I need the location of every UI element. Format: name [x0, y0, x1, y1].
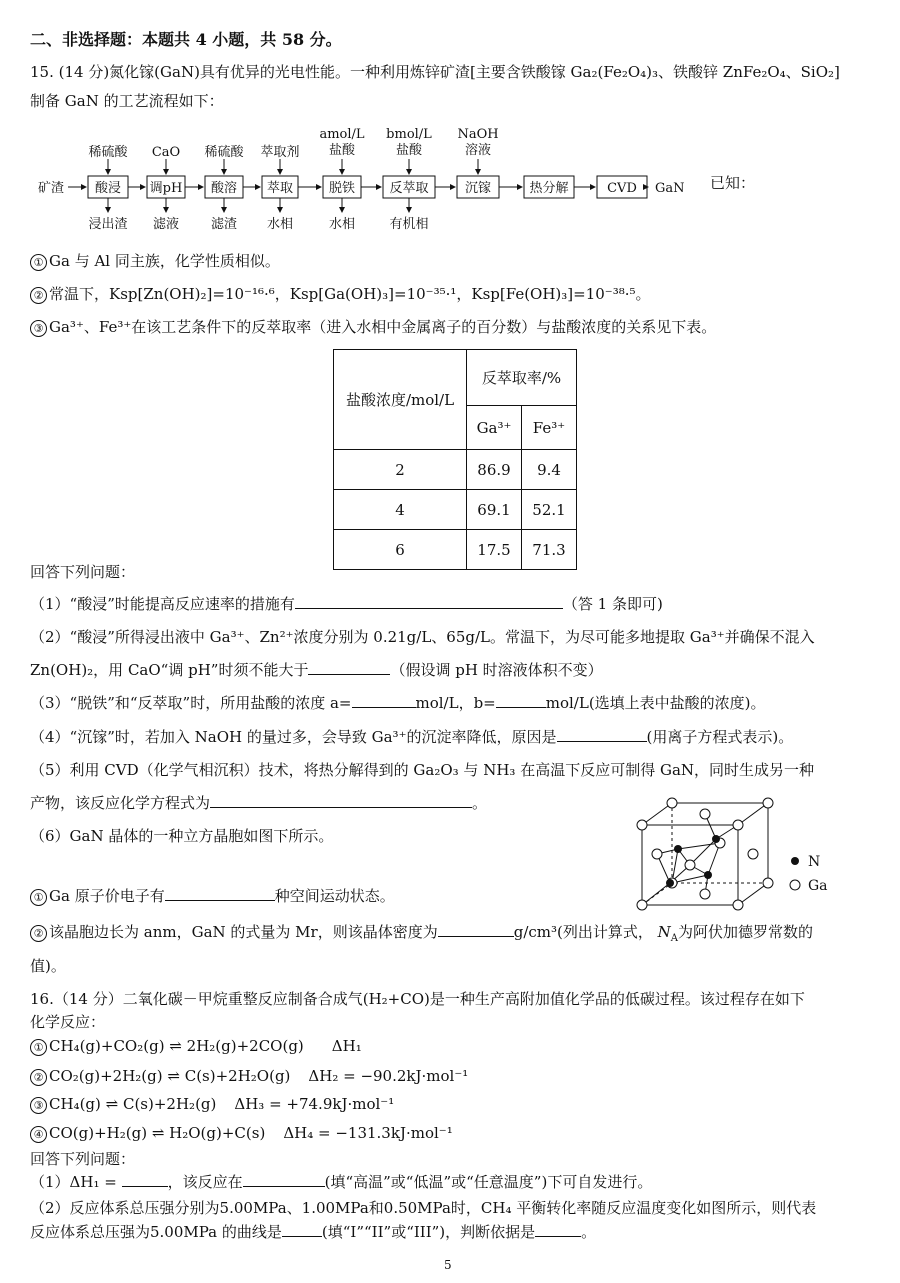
reaction-4	[30, 1123, 453, 1143]
answer-blank[interactable]	[438, 922, 514, 937]
extraction-table	[333, 349, 577, 570]
q15-part3-note: mol/L(选填上表中盐酸的浓度)。	[545, 694, 766, 712]
cell-edge	[738, 883, 768, 905]
flow-product-label: 有机相	[389, 217, 429, 232]
flow-step-label: 热分解	[529, 181, 569, 196]
flow-step-label: 酸溶	[210, 181, 238, 196]
table-cell: 71.3	[522, 530, 577, 570]
q15-part6-2-end: 为阿伏加德罗常数的	[678, 923, 814, 941]
flow-product-label: 水相	[328, 217, 356, 232]
flow-step-label: 脱铁	[328, 181, 356, 196]
flow-end-label: GaN	[655, 181, 685, 196]
q16-part1-mid: ，该反应在	[167, 1173, 243, 1191]
q15-part1-note: （答 1 条即可)	[562, 595, 663, 613]
known-fact-1: Ga 与 Al 同主族，化学性质相似。	[49, 252, 280, 270]
flow-reagent-label: amol/L	[319, 127, 365, 142]
q16-part2-text2: 反应体系总压强为5.00MPa 的曲线是	[30, 1223, 282, 1241]
reaction-3-enthalpy: ΔH₃ = +74.9kJ·mol⁻¹	[234, 1095, 395, 1113]
circle-num-3: ③	[30, 320, 47, 337]
flow-step-label: 酸浸	[94, 181, 122, 196]
flow-known-label: 已知：	[710, 174, 756, 192]
reaction-2-enthalpy: ΔH₂ = −90.2kJ·mol⁻¹	[308, 1067, 469, 1085]
q15-part3-text: （3）“脱铁”和“反萃取”时，所用盐酸的浓度 a=	[30, 694, 352, 712]
flow-reagent-label: CaO	[151, 145, 181, 160]
table-header-fe: Fe³⁺	[522, 406, 577, 450]
flow-step-label: 反萃取	[389, 181, 429, 196]
q16-part1	[30, 1172, 652, 1192]
ga-atom	[763, 798, 773, 808]
table-row	[334, 490, 577, 530]
ga-atom	[733, 900, 743, 910]
cell-bond	[678, 843, 720, 849]
table-row	[334, 450, 577, 490]
q16-part1-note: (填“高温”或“低温”或“任意温度”)下可自发进行。	[324, 1173, 653, 1191]
q16-part1-text: （1）ΔH₁ =	[30, 1173, 117, 1191]
reaction-3	[30, 1094, 394, 1114]
q15-part5-end: 。	[472, 794, 488, 812]
q15-part1	[30, 594, 663, 614]
flow-reagent-label: NaOH	[457, 127, 499, 142]
table-cell: 4	[334, 490, 467, 530]
reaction-1	[30, 1036, 362, 1056]
na-symbol: N	[657, 923, 671, 941]
flow-step-label: 沉镓	[464, 181, 492, 196]
flow-product-label: 滤渣	[210, 217, 238, 232]
q15-part6-2-cont: 值)。	[30, 957, 66, 975]
ga-atom	[700, 889, 710, 899]
circle-num-2: ②	[30, 287, 47, 304]
flow-reagent-label: 稀硫酸	[204, 145, 244, 160]
ga-atom	[763, 878, 773, 888]
n-atom	[666, 879, 674, 887]
page-number: 5	[444, 1258, 452, 1272]
q16-part2-mid: (填“I”“II”或“III”)，判断依据是	[321, 1223, 536, 1241]
n-atom	[704, 871, 712, 879]
ga-atom	[637, 820, 647, 830]
section-title: 二、非选择题：本题共 4 小题，共 58 分。	[30, 30, 342, 49]
answer-blank[interactable]	[122, 1172, 168, 1187]
ga-atom	[748, 849, 758, 859]
q15-part3	[30, 693, 766, 713]
ga-atom	[685, 860, 695, 870]
answer-blank[interactable]	[308, 660, 390, 675]
reaction-2-equation: CO₂(g)+2H₂(g) ⇌ C(s)+2H₂O(g)	[49, 1067, 291, 1085]
circle-num-2: ②	[30, 925, 47, 942]
process-flow-diagram	[0, 120, 900, 240]
legend-ga-label: Ga	[808, 878, 828, 894]
known-fact-2: 常温下，Ksp[Zn(OH)₂]=10⁻¹⁶·⁶，Ksp[Ga(OH)₃]=10⁻³⁵·¹，Ksp[Fe(OH)₃]=10⁻³⁸·⁵。	[49, 285, 651, 303]
flow-reagent-label: 萃取剂	[260, 145, 300, 160]
ga-atom	[700, 809, 710, 819]
q15-part5	[30, 793, 487, 813]
q15-part5-text2: 产物，该反应化学方程式为	[30, 794, 211, 812]
q15-part5-text1: （5）利用 CVD（化学气相沉积）技术，将热分解得到的 Ga₂O₃ 与 NH₃ 在高温下反应可制得 GaN，同时生成另一种	[30, 761, 815, 779]
answer-blank[interactable]	[210, 793, 472, 808]
q15-part3-text-b: mol/L，b=	[415, 694, 496, 712]
table-header-concentration: 盐酸浓度/mol/L	[334, 350, 467, 450]
q16-part2-text1: （2）反应体系总压强分别为5.00MPa、1.00MPa和0.50MPa时，CH₄ 平衡转化率随反应温度变化如图所示，则代表	[30, 1199, 817, 1217]
table-cell: 9.4	[522, 450, 577, 490]
answer-blank[interactable]	[352, 693, 416, 708]
flow-reagent-label: 盐酸	[395, 143, 423, 158]
flow-product-label: 水相	[266, 217, 294, 232]
table-cell: 52.1	[522, 490, 577, 530]
table-row	[334, 530, 577, 570]
circle-num-2: ②	[30, 1069, 47, 1086]
q15-part4-text: （4）“沉镓”时，若加入 NaOH 的量过多，会导致 Ga³⁺的沉淀率降低，原因是	[30, 728, 557, 746]
n-atom	[674, 845, 682, 853]
q15-part6-text: （6）GaN 晶体的一种立方晶胞如图下所示。	[30, 827, 334, 845]
q15-part2-note: （假设调 pH 时溶液体积不变）	[390, 661, 603, 679]
flow-start-label: 矿渣	[38, 181, 65, 196]
flow-reagent-label: 盐酸	[328, 143, 356, 158]
cell-bond	[690, 839, 716, 865]
table-cell: 86.9	[467, 450, 522, 490]
table-header-rate: 反萃取率/%	[467, 350, 577, 406]
q15-part4	[30, 727, 793, 747]
q15-part4-note: (用离子方程式表示)。	[646, 728, 794, 746]
circle-num-1: ①	[30, 1039, 47, 1056]
reaction-4-equation: CO(g)+H₂(g) ⇌ H₂O(g)+C(s)	[49, 1124, 266, 1142]
answer-blank[interactable]	[535, 1222, 581, 1237]
ga-atom	[652, 849, 662, 859]
answer-blank[interactable]	[243, 1172, 325, 1187]
na-subscript: A	[670, 933, 679, 944]
q15-intro-line2: 制备 GaN 的工艺流程如下：	[30, 92, 224, 110]
reaction-1-equation: CH₄(g)+CO₂(g) ⇌ 2H₂(g)+2CO(g)	[49, 1037, 304, 1055]
circle-num-1: ①	[30, 254, 47, 271]
flow-reagent-label: 稀硫酸	[88, 145, 128, 160]
q15-part6-2-mid: g/cm³(列出计算式，	[513, 923, 653, 941]
flow-product-label: 滤液	[152, 217, 180, 232]
legend-ga-dot	[790, 880, 800, 890]
answer-blank[interactable]	[282, 1222, 322, 1237]
legend-n-label: N	[808, 854, 821, 870]
q15-intro-line1: 15. (14 分)氮化镓(GaN)具有优异的光电性能。一种利用炼锌矿渣[主要含铁酸镓 Ga₂(Fe₂O₄)₃、铁酸锌 ZnFe₂O₄、SiO₂]	[30, 63, 840, 81]
q16-part2-end: 。	[581, 1223, 597, 1241]
table-header-ga: Ga³⁺	[467, 406, 522, 450]
ga-atom	[733, 820, 743, 830]
q15-part6-1	[30, 886, 395, 906]
flow-reagent-label: 溶液	[464, 143, 492, 158]
cell-edge	[642, 803, 672, 825]
q15-part6-2	[30, 922, 813, 949]
circle-num-3: ③	[30, 1097, 47, 1114]
reaction-3-equation: CH₄(g) ⇌ C(s)+2H₂(g)	[49, 1095, 217, 1113]
flow-product-label: 浸出渣	[88, 217, 128, 232]
q16-intro-line1: 16.（14 分）二氧化碳－甲烷重整反应制备合成气(H₂+CO)是一种生产高附加值化学品的低碳过程。该过程存在如下	[30, 990, 805, 1008]
gan-unit-cell-diagram	[630, 795, 870, 915]
n-atom	[712, 835, 720, 843]
flow-step-label: 萃取	[266, 181, 294, 196]
table-cell: 6	[334, 530, 467, 570]
q15-answer-intro: 回答下列问题：	[30, 563, 136, 581]
table-cell: 17.5	[467, 530, 522, 570]
q15-part2-text2: Zn(OH)₂，用 CaO“调 pH”时须不能大于	[30, 661, 309, 679]
q15-part6-2-text: 该晶胞边长为 anm，GaN 的式量为 Mr，则该晶体密度为	[49, 923, 438, 941]
q15-part6-1-text: Ga 原子价电子有	[49, 887, 165, 905]
cell-edge	[738, 803, 768, 825]
table-cell: 69.1	[467, 490, 522, 530]
q16-intro-line2: 化学反应：	[30, 1013, 106, 1031]
q15-part2	[30, 660, 603, 680]
reaction-4-enthalpy: ΔH₄ = −131.3kJ·mol⁻¹	[283, 1124, 453, 1142]
ga-atom	[637, 900, 647, 910]
known-fact-3: Ga³⁺、Fe³⁺在该工艺条件下的反萃取率（进入水相中金属离子的百分数）与盐酸浓度的关系见下表。	[49, 318, 717, 336]
circle-num-4: ④	[30, 1126, 47, 1143]
table-cell: 2	[334, 450, 467, 490]
answer-blank[interactable]	[295, 594, 563, 609]
answer-blank[interactable]	[165, 886, 275, 901]
q15-part2-text1: （2）“酸浸”所得浸出液中 Ga³⁺、Zn²⁺浓度分别为 0.21g/L、65g/L。常温下，为尽可能多地提取 Ga³⁺并确保不混入	[30, 628, 815, 646]
q16-part2	[30, 1222, 596, 1242]
flow-step-label: 调pH	[149, 181, 183, 196]
ga-atom	[667, 798, 677, 808]
answer-blank[interactable]	[496, 693, 546, 708]
circle-num-1: ①	[30, 889, 47, 906]
q15-part6-1-end: 种空间运动状态。	[274, 887, 395, 905]
legend-n-dot	[791, 857, 799, 865]
answer-blank[interactable]	[557, 727, 647, 742]
reaction-2	[30, 1066, 468, 1086]
q16-answer-intro: 回答下列问题：	[30, 1150, 136, 1168]
q15-part1-text: （1）“酸浸”时能提高反应速率的措施有	[30, 595, 295, 613]
flow-step-label: CVD	[607, 181, 637, 196]
reaction-1-enthalpy: ΔH₁	[331, 1037, 362, 1055]
flow-reagent-label: bmol/L	[386, 127, 432, 142]
